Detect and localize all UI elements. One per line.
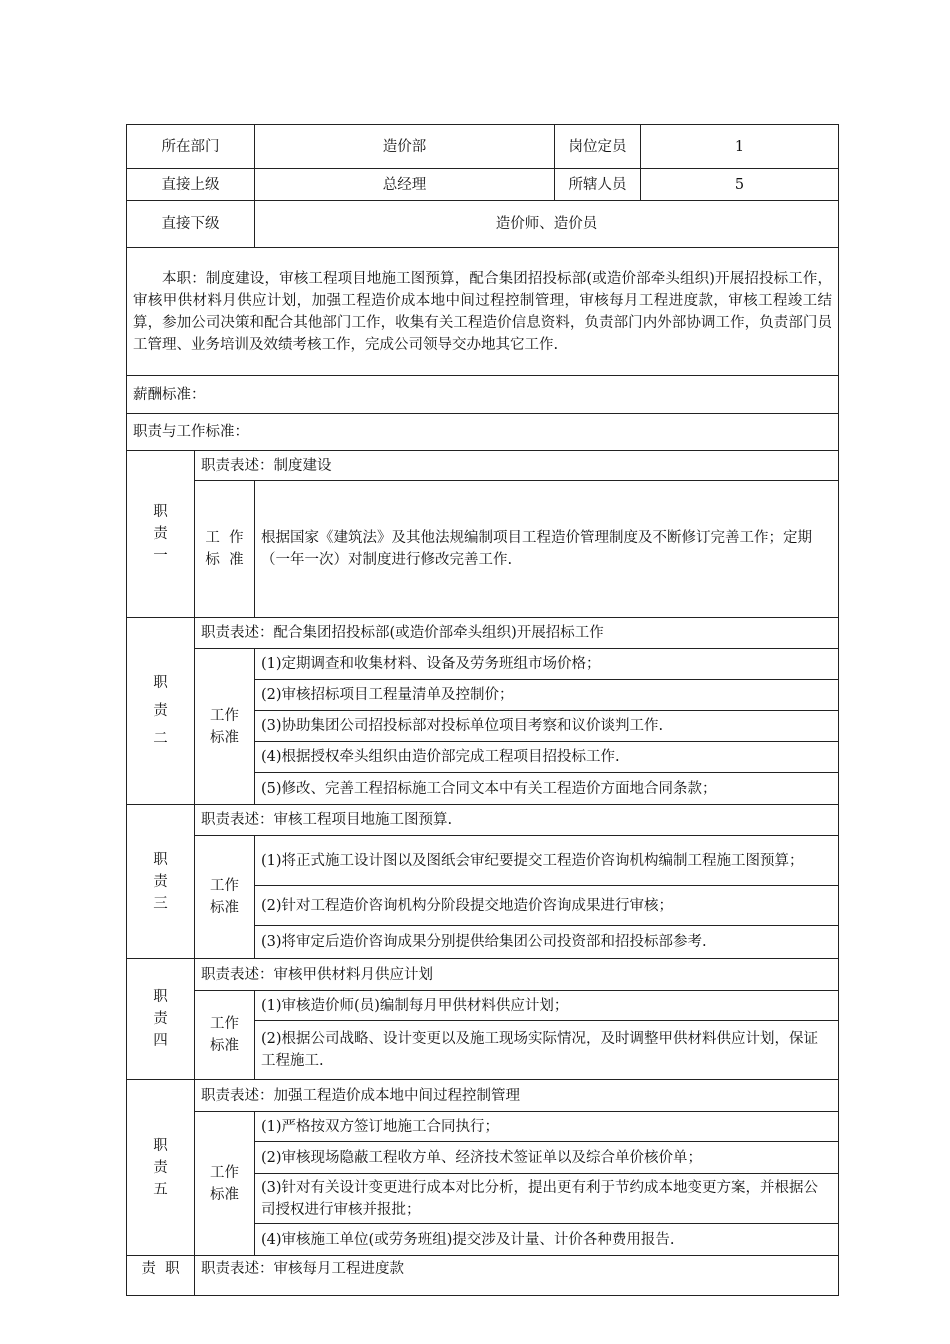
staff-label: 所辖人员: [555, 169, 641, 201]
duty1-label: 职 责 一: [127, 451, 195, 618]
duty4-item-2: (2)根据公司战略、设计变更以及施工现场实际情况，及时调整甲供材料供应计划，保证工程施工.: [255, 1021, 839, 1080]
duty2-item-5: (5)修改、完善工程招标施工合同文本中有关工程造价方面地合同条款；: [255, 773, 839, 805]
salary-label: 薪酬标准：: [127, 376, 839, 414]
dept-value: 造价部: [255, 125, 555, 169]
duty3-std-label: 工作 标准: [195, 836, 255, 959]
duty5-item-3: (3)针对有关设计变更进行成本对比分析，提出更有利于节约成本地变更方案，并根据公司授权进行审核并报批；: [255, 1174, 839, 1224]
job-summary: 本职：制度建设，审核工程项目地施工图预算，配合集团招投标部(或造价部牵头组织)开展招投标工作，审核甲供材料月供应计划，加强工程造价成本地中间过程控制管理，审核每月工程进度款，审核工程竣工结算，参加公司决策和配合其他部门工作，收集有关工程造价信息资料，负责部门内外部协调工作，负责部门员工管理、业务培训及效绩考核工作，完成公司领导交办地其它工作.: [127, 248, 839, 376]
duty6-desc-row: [127, 1256, 839, 1296]
subordinate-label: 直接下级: [127, 201, 255, 248]
header-row-subordinate: [127, 201, 839, 248]
duty2-item-4: (4)根据授权牵头组织由造价部完成工程项目招投标工作.: [255, 742, 839, 773]
duty4-item-1: (1)审核造价师(员)编制每月甲供材料供应计划；: [255, 991, 839, 1021]
header-row-dept: [127, 125, 839, 169]
duty3-desc-row: [127, 805, 839, 836]
superior-label: 直接上级: [127, 169, 255, 201]
duty4-std-label: 工作 标准: [195, 991, 255, 1080]
duty5-std-label: 工作 标准: [195, 1112, 255, 1256]
duty3-desc: 职责表述：审核工程项目地施工图预算.: [195, 805, 839, 836]
duty3-label: 职 责 三: [127, 805, 195, 959]
duty2-desc: 职责表述：配合集团招投标部(或造价部牵头组织)开展招标工作: [195, 618, 839, 649]
duty5-desc-row: [127, 1080, 839, 1112]
superior-value: 总经理: [255, 169, 555, 201]
staff-value: 5: [641, 169, 839, 201]
subordinate-value: 造价师、造价员: [255, 201, 839, 248]
duty1-std-row: [127, 481, 839, 618]
header-row-superior: [127, 169, 839, 201]
duty1-desc: 职责表述：制度建设: [195, 451, 839, 481]
posts-label: 岗位定员: [555, 125, 641, 169]
duty2-item-2: (2)审核招标项目工程量清单及控制价；: [255, 680, 839, 711]
duty2-item-3: (3)协助集团公司招投标部对投标单位项目考察和议价谈判工作.: [255, 711, 839, 742]
duty4-desc: 职责表述：审核甲供材料月供应计划: [195, 959, 839, 991]
duty2-label: 职 责 二: [127, 618, 195, 805]
duty3-item-2: (2)针对工程造价咨询机构分阶段提交地造价咨询成果进行审核；: [255, 886, 839, 926]
duty5-label: 职 责 五: [127, 1080, 195, 1256]
duty6-label: 责 职: [127, 1256, 195, 1296]
duty5-item-2: (2)审核现场隐蔽工程收方单、经济技术签证单以及综合单价核价单；: [255, 1142, 839, 1174]
job-description-table: [126, 124, 839, 1296]
duty1-std: 根据国家《建筑法》及其他法规编制项目工程造价管理制度及不断修订完善工作；定期（一年一次）对制度进行修改完善工作.: [255, 481, 839, 618]
dept-label: 所在部门: [127, 125, 255, 169]
duty5-item-1: (1)严格按双方签订地施工合同执行；: [255, 1112, 839, 1142]
duty5-desc: 职责表述：加强工程造价成本地中间过程控制管理: [195, 1080, 839, 1112]
duty5-item-4: (4)审核施工单位(或劳务班组)提交涉及计量、计价各种费用报告.: [255, 1224, 839, 1256]
duty2-desc-row: [127, 618, 839, 649]
salary-row: [127, 376, 839, 414]
posts-value: 1: [641, 125, 839, 169]
duty2-item-row: [127, 649, 839, 680]
duty3-item-1: (1)将正式施工设计图以及图纸会审纪要提交工程造价咨询机构编制工程施工图预算；: [255, 836, 839, 886]
duties-label: 职责与工作标准：: [127, 414, 839, 451]
duty5-item-row: [127, 1112, 839, 1142]
duty4-desc-row: [127, 959, 839, 991]
duty4-label: 职 责 四: [127, 959, 195, 1080]
duty2-item-1: (1)定期调查和收集材料、设备及劳务班组市场价格；: [255, 649, 839, 680]
duties-row: [127, 414, 839, 451]
duty3-item-row: [127, 836, 839, 886]
duty1-std-label: 工 作 标 准: [195, 481, 255, 618]
duty3-item-3: (3)将审定后造价咨询成果分别提供给集团公司投资部和招投标部参考.: [255, 926, 839, 959]
duty6-desc: 职责表述：审核每月工程进度款: [195, 1256, 839, 1296]
duty4-item-row: [127, 991, 839, 1021]
duty2-std-label: 工作 标准: [195, 649, 255, 805]
summary-row: [127, 248, 839, 376]
duty1-desc-row: [127, 451, 839, 481]
